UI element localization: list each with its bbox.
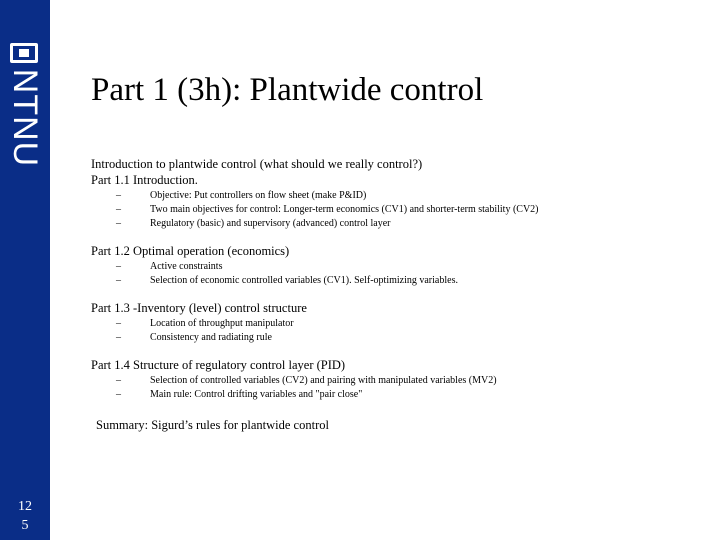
section-4-bullets [91, 374, 701, 402]
list-item: – Objective: Put controllers on flow sheet (make P&ID) [116, 190, 367, 201]
logo-wordmark [2, 68, 48, 168]
dash-bullet: – [116, 275, 121, 286]
section-3-bullets [91, 317, 701, 345]
list-item: – Selection of economic controlled variables (CV1). Self-optimizing variables. [116, 275, 458, 286]
list-item: – Main rule: Control drifting variables and "pair close" [116, 389, 363, 400]
dash-bullet: – [116, 218, 121, 229]
dash-bullet: – [116, 190, 121, 201]
dash-bullet: – [116, 261, 121, 272]
section-1-bullets [91, 189, 701, 231]
dash-bullet: – [116, 375, 121, 386]
page-title: Part 1 (3h): Plantwide control [91, 72, 484, 108]
dash-bullet: – [116, 389, 121, 400]
section-heading-4: Part 1.4 Structure of regulatory control layer (PID) [91, 358, 346, 372]
list-item: – Selection of controlled variables (CV2) and pairing with manipulated variables (MV2) [116, 375, 497, 386]
list-item: – Active constraints [116, 261, 223, 272]
page-number [0, 497, 50, 535]
dash-bullet: – [116, 318, 121, 329]
dash-bullet: – [116, 204, 121, 215]
section-heading-2: Part 1.2 Optimal operation (economics) [91, 244, 290, 258]
list-item: – Regulatory (basic) and supervisory (advanced) control layer [116, 218, 391, 229]
logo-text: NTNU [6, 68, 44, 168]
dash-bullet: – [116, 332, 121, 343]
list-item: – Two main objectives for control: Longer-term economics (CV1) and shorter-term stability (CV2) [116, 204, 539, 215]
slide-body [91, 156, 701, 433]
summary-line: Summary: Sigurd’s rules for plantwide control [96, 418, 329, 432]
intro-line: Introduction to plantwide control (what should we really control?) [91, 157, 423, 171]
list-item: – Consistency and radiating rule [116, 332, 272, 343]
list-item: – Location of throughput manipulator [116, 318, 294, 329]
sidebar [0, 0, 50, 540]
section-heading-3: Part 1.3 -Inventory (level) control structure [91, 301, 307, 315]
section-2-bullets [91, 260, 701, 288]
section-heading-1: Part 1.1 Introduction. [91, 173, 198, 187]
page-number-line2: 5 [21, 518, 29, 533]
ntnu-logo-icon [10, 43, 38, 63]
page-number-line1: 12 [18, 499, 32, 514]
